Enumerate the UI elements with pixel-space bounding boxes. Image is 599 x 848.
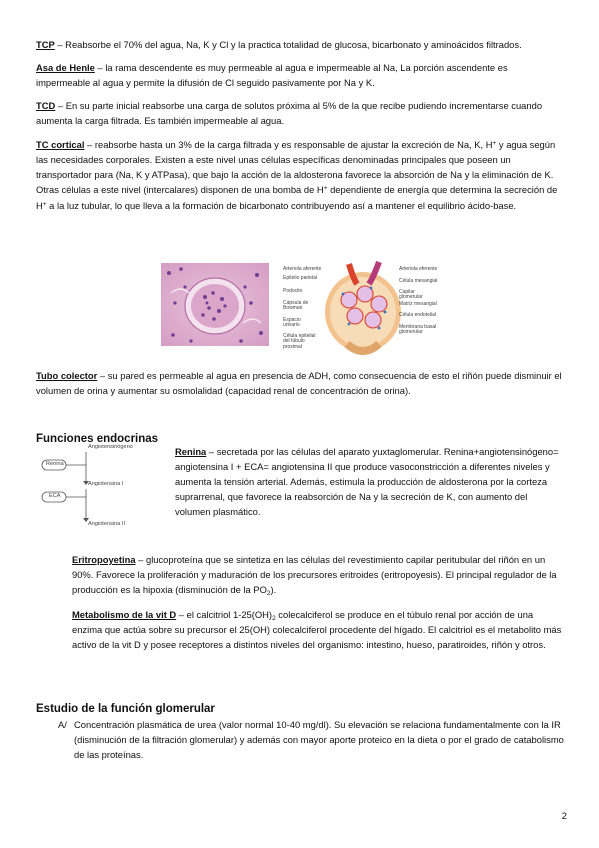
label-celula-endotelial: Célula endotelial bbox=[399, 312, 436, 318]
vitamina-d-text-b: colecalciferol se produce en el túbulo renal por acción de una enzima que actúa sobre su precursor el 25(OH) colecalciferol procedente del hígado. El calcitriol es el metabolito más activo de la vit D y posee receptores a distintos niveles del organismo: intestino, hueso, paratiroides, riñón y otros. bbox=[72, 609, 562, 651]
renina-text: – secretada por las células del aparato yuxtaglomerular. Renina+angiotensinógeno= angiotensina I + ECA= angiotensina II que produce vasoconstricción a diferentes niveles y aumenta la tensión arterial. Además, estimula la producción de aldosterona por la corteza suprarrenal, que favorece la reabsorción de Na y la secreción de K, con aumento del volumen plasmático. bbox=[175, 446, 559, 518]
glomerulus-diagram bbox=[283, 254, 439, 358]
henle-paragraph bbox=[36, 60, 564, 90]
tc-cortical-text-b: y agua según las necesidades corporales. Existen a este nivel unas células específicas denominadas principales que poseen un transportador para (Na, K y ATPasa), que bajo la acción de la aldosterona favorece la absorción de Na y la eliminación de K. bbox=[36, 139, 556, 181]
label-angiotensinogeno: Angiotensinógeno bbox=[88, 444, 133, 450]
tubo-colector-text: – su pared es permeable al agua en presencia de ADH, como consecuencia de esto el riñón puede disminuir el volumen de orina y aumentar su osmolalidad (capacidad renal de concentración de orina). bbox=[36, 370, 562, 397]
eritropoyetina-paragraph bbox=[72, 552, 564, 597]
tcd-term: TCD bbox=[36, 100, 56, 111]
subscript-2: 2 bbox=[272, 615, 276, 622]
page-number: 2 bbox=[561, 810, 567, 821]
label-arteriola-aferente: Arteriola aferente bbox=[283, 266, 322, 272]
label-espacio-urinario: Espacio urinario bbox=[283, 317, 301, 329]
tcd-text: – En su parte inicial reabsorbe una carga de solutos próxima al 5% de la que recibe pudiendo incrementarse cuando aumenta la carga filtrada. Es también impermeable al agua. bbox=[36, 100, 543, 127]
histology-image bbox=[161, 263, 269, 346]
vitamina-d-text-a: – el calcitriol 1-25(OH) bbox=[176, 609, 273, 620]
tubo-colector-term: Tubo colector bbox=[36, 370, 98, 381]
label-eca: ECA bbox=[49, 493, 61, 499]
renina-paragraph bbox=[175, 444, 564, 519]
renin-angiotensin-diagram bbox=[38, 445, 148, 529]
superscript-plus: + bbox=[42, 200, 47, 208]
label-celula-mesangial: Célula mesangial bbox=[399, 278, 438, 284]
label-membrana-basal: Membrana basal glomerular bbox=[399, 324, 437, 336]
tc-cortical-text-d: dependiente de energía que determina la secreción de H bbox=[36, 184, 558, 211]
renina-term: Renina bbox=[175, 446, 207, 457]
tcp-term: TCP bbox=[36, 39, 55, 50]
label-matriz-mesangial: Matriz mesangial bbox=[399, 301, 437, 307]
superscript-plus: + bbox=[323, 185, 328, 193]
tc-cortical-text-c: Otras células a este nivel (intercalares) disponen de una bomba de H bbox=[36, 184, 324, 196]
vitamina-d-term: Metabolismo de la vit D bbox=[72, 609, 177, 620]
label-renina: Renina bbox=[46, 461, 64, 467]
tcp-paragraph bbox=[36, 37, 564, 52]
label-angiotensina-ii: Angiotensina II bbox=[88, 521, 126, 527]
list-marker: A/ bbox=[58, 719, 67, 730]
vitamina-d-paragraph bbox=[72, 607, 564, 652]
superscript-plus: + bbox=[492, 140, 497, 147]
eritropoyetina-text-b: ). bbox=[270, 584, 277, 596]
tc-cortical-text-a: – reabsorbe hasta un 3% de la carga filtrada y es responsable de ajustar la excreción de Na, K, H bbox=[84, 139, 493, 150]
label-angiotensina-i: Angiotensina I bbox=[88, 481, 124, 487]
tc-cortical-paragraph bbox=[36, 137, 564, 213]
eritropoyetina-term: Eritropoyetina bbox=[72, 554, 136, 565]
label-capsula-bowman: Cápsula de Bowman bbox=[283, 300, 309, 312]
henle-term: Asa de Henle bbox=[36, 62, 95, 73]
henle-text: – la rama descendente es muy permeable al agua e impermeable al Na, La porción ascendente es impermeable al agua y permite la difusión de Cl seguido pasivamente por Na y K. bbox=[36, 62, 508, 89]
label-capilar-glomerular: Capilar glomerular bbox=[399, 289, 423, 301]
subscript-2: 2 bbox=[266, 590, 271, 598]
label-podocito: Podocito bbox=[283, 288, 303, 294]
endocrine-heading: Funciones endocrinas bbox=[36, 433, 159, 445]
glomerular-item-text: Concentración plasmática de urea (valor normal 10-40 mg/dl). Su elevación se relaciona fundamentalmente con la IR (disminución de la filtración glomerular) y además con mayor aporte proteico en la dieta o por el grado de catabolismo de las proteínas. bbox=[74, 719, 564, 761]
tcd-paragraph bbox=[36, 98, 564, 128]
glomerular-heading: Estudio de la función glomerular bbox=[36, 703, 215, 715]
eritropoyetina-text-a: – glucoproteína que se sintetiza en las células del revestimiento capilar peritubular del riñón en un 90%. Favorece la proliferación y maduración de los precursores eritroides (eritropoyesis). El principal regulador de la producción es la hipoxia (disminución de la PO bbox=[72, 554, 557, 596]
tubo-colector-paragraph bbox=[36, 368, 564, 398]
glomerular-item-a bbox=[58, 717, 564, 762]
tc-cortical-term: TC cortical bbox=[36, 139, 85, 150]
label-arteriola-eferente: Arteriola eferente bbox=[399, 266, 438, 272]
tcp-text: – Reabsorbe el 70% del agua, Na, K y Cl y la practica totalidad de glucosa, bicarbonato y aminoácidos filtrados. bbox=[54, 39, 522, 50]
tc-cortical-text-e: a la luz tubular, lo que lleva a la formación de bicarbonato contribuyendo así a mantener el equilibrio ácido-base. bbox=[46, 199, 517, 211]
label-celula-epitelial: Célula epitelial del túbulo proximal bbox=[283, 333, 316, 350]
label-epitelio-parietal: Epitelio parietal bbox=[283, 275, 318, 281]
